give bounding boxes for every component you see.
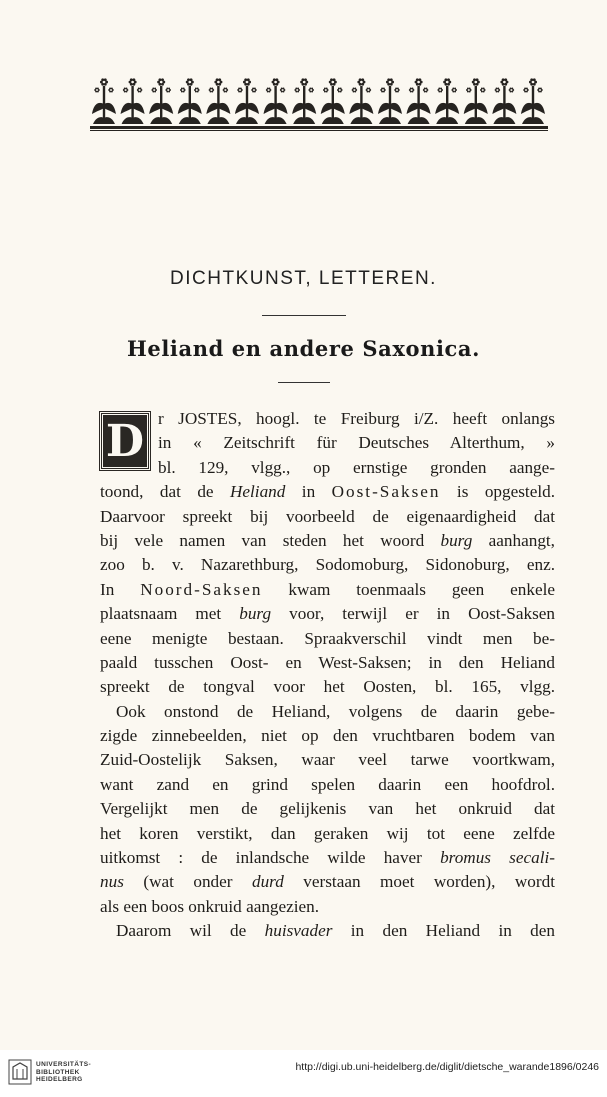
- text-run: Daarom wil de: [116, 921, 265, 941]
- text-run: want zand en grind spelen daarin een hoofdrol.: [100, 774, 555, 794]
- text-run: bij vele namen van steden het woord: [100, 530, 441, 550]
- flower-ornament-icon: [464, 78, 488, 124]
- flower-ornament-icon: [178, 78, 202, 124]
- university-library-logo-icon: [8, 1059, 32, 1085]
- flower-ornament-icon: [492, 78, 516, 124]
- library-name-line: HEIDELBERG: [36, 1076, 83, 1083]
- italic-text: bromus secali-: [440, 848, 555, 868]
- text-run: zoo b. v. Nazarethburg, Sodomoburg, Sidonoburg, enz.: [100, 555, 555, 575]
- flower-ornament-icon: [435, 78, 459, 124]
- text-run: het koren verstikt, dan geraken wij tot eene zelfde: [100, 823, 555, 843]
- text-run: verstaan moet worden), wordt: [283, 872, 555, 892]
- text-run: kwam toenmaals geen enkele: [262, 579, 555, 599]
- text-run: plaatsnaam met: [100, 604, 240, 624]
- italic-text: durd: [251, 872, 284, 892]
- text-line: [100, 553, 555, 577]
- text-run: (wat onder: [123, 872, 252, 892]
- text-line: [100, 870, 555, 894]
- italic-text: burg: [239, 604, 272, 624]
- text-run: Zuid-Oostelijk Saksen, waar veel tarwe voortkwam,: [100, 750, 555, 770]
- section-title: DICHTKUNST, LETTEREN.: [170, 268, 437, 289]
- text-line: [100, 700, 555, 724]
- flower-ornament-icon: [407, 78, 431, 124]
- floral-ornament-header: [90, 74, 548, 132]
- text-run: paald tusschen Oost- en West-Saksen; in den Heliand: [100, 652, 555, 672]
- subtitle-divider: [278, 382, 330, 383]
- text-run: Daarvoor spreekt bij voorbeeld de eigenaardigheid dat: [100, 506, 555, 526]
- flower-ornament-icon: [235, 78, 259, 124]
- flower-ornament-icon: [378, 78, 402, 124]
- text-line: [100, 724, 555, 748]
- footer-bar: [0, 1050, 607, 1097]
- text-run: spreekt de tongval voor het Oosten, bl. 165, vlgg.: [100, 677, 555, 697]
- italic-text: Heliand: [229, 482, 286, 502]
- italic-text: huisvader: [264, 921, 333, 941]
- text-run: aanhangt,: [472, 530, 555, 550]
- article-body: [100, 407, 555, 944]
- text-line: [100, 797, 555, 821]
- flower-ornament-icon: [521, 78, 545, 124]
- flower-ornament-icon: [292, 78, 316, 124]
- text-run: in « Zeitschrift für Deutsches Alterthum, »: [158, 433, 555, 453]
- text-run: zigde zinnebeelden, niet op den vruchtbaren bodem van: [100, 726, 555, 746]
- text-run: toond, dat de: [100, 482, 230, 502]
- text-line: [100, 407, 555, 431]
- text-line: [100, 822, 555, 846]
- flower-ornament-icon: [321, 78, 345, 124]
- dropcap-initial: D: [100, 412, 150, 470]
- title-divider: [262, 315, 346, 316]
- text-run: is opgesteld.: [440, 482, 555, 502]
- text-line: [100, 773, 555, 797]
- text-run: Vergelijkt men de gelijkenis van het onkruid dat: [100, 799, 555, 819]
- text-line: [100, 846, 555, 870]
- text-line: [100, 431, 555, 455]
- text-run: uitkomst : de inlandsche wilde haver: [100, 848, 441, 868]
- flower-ornament-icon: [121, 78, 145, 124]
- text-line: [100, 578, 555, 602]
- spaced-text: Noord-Saksen: [140, 579, 263, 599]
- flower-ornament-icon: [92, 78, 116, 124]
- text-run: eene menigte bestaan. Spraakverschil vindt men be-: [100, 628, 555, 648]
- flower-ornament-icon: [149, 78, 173, 124]
- article-title: Heliand en andere Saxonica.: [126, 336, 481, 361]
- text-run: in den Heliand in den: [332, 921, 555, 941]
- text-line: [100, 748, 555, 772]
- library-name: [36, 1061, 91, 1084]
- text-line: [100, 627, 555, 651]
- text-run: In: [100, 579, 141, 599]
- spaced-text: Oost-Saksen: [331, 482, 441, 502]
- italic-text: burg: [440, 530, 473, 550]
- text-line: [100, 919, 555, 943]
- flower-ornament-icon: [206, 78, 230, 124]
- text-line: [100, 651, 555, 675]
- library-name-line: UNIVERSITÄTS-: [36, 1061, 92, 1068]
- flower-ornament-icon: [264, 78, 288, 124]
- text-line: [100, 529, 555, 553]
- source-url-link[interactable]: http://digi.ub.uni-heidelberg.de/diglit/dietsche_warande1896/0246: [295, 1061, 599, 1073]
- text-run: in: [285, 482, 332, 502]
- text-line: [100, 675, 555, 699]
- text-line: [100, 602, 555, 626]
- text-run: bl. 129, vlgg., op ernstige gronden aange-: [158, 457, 555, 477]
- flower-ornament-icon: [349, 78, 373, 124]
- text-line: [100, 505, 555, 529]
- text-line: [100, 480, 555, 504]
- text-run: als een boos onkruid aangezien.: [100, 896, 320, 916]
- text-line: [100, 895, 555, 919]
- text-run: voor, terwijl er in Oost-Saksen: [271, 604, 555, 624]
- italic-text: nus: [100, 872, 124, 892]
- library-name-line: BIBLIOTHEK: [36, 1068, 80, 1076]
- text-run: Ook onstond de Heliand, volgens de daarin gebe-: [116, 701, 555, 721]
- text-run: r JOSTES, hoogl. te Freiburg i/Z. heeft onlangs: [158, 409, 555, 428]
- text-line: [100, 456, 555, 480]
